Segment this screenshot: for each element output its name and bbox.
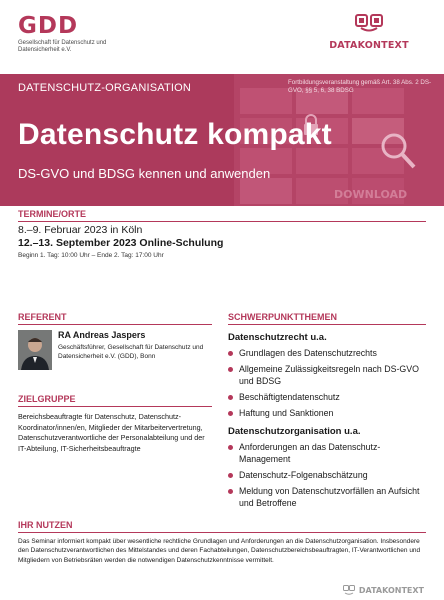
schwerpunkt-section: [228, 312, 426, 513]
nutzen-heading: IHR NUTZEN: [18, 520, 73, 530]
schwerpunkt-group-heading: Datenschutzrecht u.a.: [228, 332, 327, 343]
datakontext-mark-icon: [343, 585, 355, 595]
zielgruppe-section: [18, 394, 212, 454]
page-title: Datenschutz kompakt: [18, 118, 332, 151]
termine-date-1: 8.–9. Februar 2023 in Köln: [18, 224, 143, 236]
title-banner: [0, 74, 444, 206]
page-subtitle: DS-GVO und BDSG kennen und anwenden: [18, 166, 271, 181]
list-item: Haftung und Sanktionen: [228, 407, 426, 419]
gdd-logo-text: GDD: [18, 13, 79, 39]
termine-time: Beginn 1. Tag: 10:00 Uhr – Ende 2. Tag: 17:00 Uhr: [18, 252, 164, 259]
section-divider: [228, 324, 426, 325]
gdd-logo: [18, 14, 138, 54]
referent-heading: REFERENT: [18, 312, 67, 322]
bullet-icon: [228, 473, 233, 478]
referent-portrait-icon: [18, 330, 52, 370]
datakontext-logo: [314, 14, 424, 51]
datakontext-logo-text: DATAKONTEXT: [329, 40, 409, 51]
termine-section: [18, 209, 426, 259]
bullet-icon: [228, 489, 233, 494]
nutzen-text: Das Seminar informiert kompakt über wesentliche rechtliche Grundlagen und Anforderungen an die Datenschutzorganisation. Insbesondere den Datenschutzverantwortlichen des Mittelstandes und deren Fachabteilungen, Datenschutzbereichsbeauftragten, IT-Verantwortlichen und Mitgliedern von Betriebsräten werden die notwendigen Datenschutzkenntnisse vermittelt.: [18, 538, 421, 564]
zielgruppe-text: Bereichsbeauftragte für Datenschutz, Datenschutz-Koordinator/innen/en, Mitglieder der Mitarbeitervertretung, Datenschutzverantwortliche der Personalabteilung und der IT-Abteilung, IT-Sicherheitsbeauftragte: [18, 412, 205, 453]
footer-logo-text: DATAKONTEXT: [358, 585, 424, 595]
section-divider: [18, 406, 212, 407]
footer-logo: [343, 585, 424, 595]
schwerpunkt-heading: SCHWERPUNKTTHEMEN: [228, 312, 337, 322]
section-divider: [18, 324, 212, 325]
zielgruppe-heading: ZIELGRUPPE: [18, 394, 76, 404]
referent-photo: [18, 330, 52, 370]
referent-section: [18, 312, 212, 360]
schwerpunkt-group-heading: Datenschutzorganisation u.a.: [228, 426, 361, 437]
list-item: Anforderungen an das Datenschutz-Management: [228, 441, 426, 465]
section-divider: [18, 532, 426, 533]
gdd-org-name: Gesellschaft für Datenschutz und Datensicherheit e.V.: [18, 40, 107, 53]
referent-description: Geschäftsführer, Gesellschaft für Datenschutz und Datensicherheit e.V. (GDD), Bonn: [58, 344, 204, 360]
bullet-icon: [228, 351, 233, 356]
list-item: Beschäftigtendatenschutz: [228, 391, 426, 403]
bullet-icon: [228, 411, 233, 416]
datakontext-mark-icon: [355, 14, 383, 32]
schwerpunkt-list: [228, 347, 426, 419]
list-item: Allgemeine Zulässigkeitsregeln nach DS-GVO und BDSG: [228, 363, 426, 387]
referent-name: RA Andreas Jaspers: [58, 330, 146, 340]
termine-heading: TERMINE/ORTE: [18, 209, 87, 219]
list-item: Grundlagen des Datenschutzrechts: [228, 347, 426, 359]
banner-screen-text: DOWNLOAD: [334, 188, 408, 201]
bullet-icon: [228, 395, 233, 400]
list-item: Datenschutz-Folgenabschätzung: [228, 469, 426, 481]
bullet-icon: [228, 445, 233, 450]
list-item: Meldung von Datenschutzvorfällen an Aufsicht und Betroffene: [228, 485, 426, 509]
banner-category-label: DATENSCHUTZ-ORGANISATION: [18, 82, 192, 94]
bullet-icon: [228, 367, 233, 372]
schwerpunkt-list: [228, 441, 426, 509]
termine-date-2: 12.–13. September 2023 Online-Schulung: [18, 237, 224, 249]
page-header: [0, 0, 444, 74]
banner-legal-note: Fortbildungsveranstaltung gemäß Art. 38 Abs. 2 DS-GVO, §§ 5, 6, 38 BDSG: [288, 79, 432, 94]
section-divider: [18, 221, 426, 222]
nutzen-section: [18, 520, 426, 565]
